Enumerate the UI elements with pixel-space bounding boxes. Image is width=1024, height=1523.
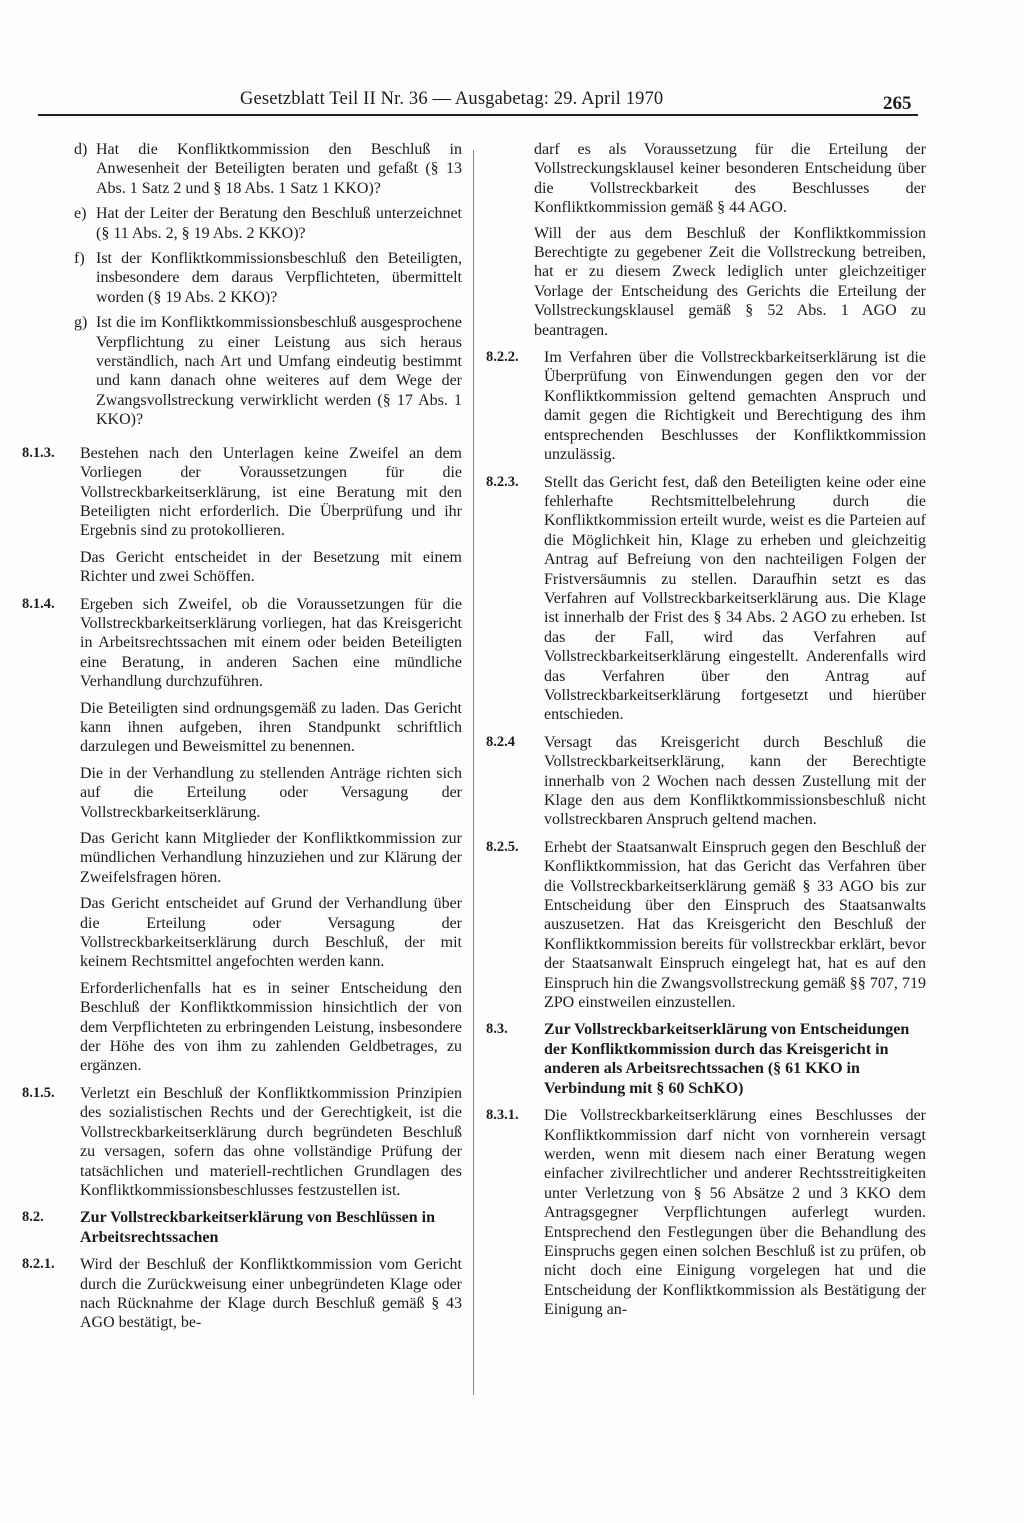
paragraph: Versagt das Kreisgericht durch Beschluß die Vollstreckbarkeitserklärung, kann der Berechtigte innerhalb von 2 Wochen nach dessen Zustellung mit der Klage den aus dem Konfliktkommissionsbeschluß nicht vollstreckbaren Anspruch geltend machen. — [544, 733, 926, 829]
paragraph: Das Gericht entscheidet auf Grund der Verhandlung über die Erteilung oder Versagung der Vollstreckbarkeitserklärung durch Beschluß, der mit keinem Rechtsmittel angefochten werden kann. — [80, 895, 462, 971]
paragraph: Stellt das Gericht fest, daß den Beteiligten keine oder eine fehlerhafte Rechtsmittelbelehrung durch die Konfliktkommission erteilt wurde, weist es die Parteien auf die Möglichkeit hin, Klage zu erheben und gleichzeitig Antrag auf Befreiung von den nachteiligen Folgen der Fristversäumnis zu stellen. Daraufhin setzt es das Verfahren auf Vollstreckbarkeitserklärung aus. Die Klage ist innerhalb der Frist des § 34 Abs. 2 AGO zu erheben. Ist das der Fall, wird das Verfahren auf Vollstreckbarkeitserklärung eingestellt. Anderenfalls wird das Verfahren über den Antrag auf Vollstreckbarkeitserklärung fortgesetzt und hierüber entschieden. — [544, 473, 926, 724]
question-label: f) — [74, 250, 85, 268]
section-8-3-1 — [486, 1106, 926, 1319]
question-text: Ist der Konfliktkommissionsbeschluß den Beteiligten, insbesondere dem daraus Verpflichteten, übermittelt worden (§ 19 Abs. 2 KKO)? — [96, 250, 462, 306]
question-item — [74, 249, 462, 307]
section-number: 8.2.5. — [486, 838, 519, 855]
section-heading: Zur Vollstreckbarkeitserklärung von Entscheidungen der Konfliktkommission durch das Kreisgericht in anderen als Arbeitsrechtssachen (§ 61 KKO in Verbindung mit § 60 SchKO) — [544, 1021, 910, 1097]
section-body — [544, 348, 926, 464]
question-label: d) — [74, 141, 88, 158]
paragraph: Die Vollstreckbarkeitserklärung eines Beschlusses der Konfliktkommission darf nicht von vornherein versagt werden, wenn mit diesem nach einer Beratung wegen einfacher zivilrechtlicher und anderer Rechtsstreitigkeiten unter Verletzung von § 56 Absätze 2 und 3 KKO dem Antragsgegner Verpflichtungen auferlegt wurden. Entsprechend den Festlegungen über die Behandlung des Einspruchs gegen einen solchen Beschluß ist zu prüfen, ob nicht doch eine Einigung vorgelegen hat und die Entscheidung der Konfliktkommission als Bestätigung der Einigung an- — [544, 1107, 926, 1319]
question-list — [74, 140, 462, 430]
section-8-2-3 — [486, 473, 926, 725]
section-body — [80, 1084, 462, 1200]
section-body — [544, 733, 926, 830]
running-header — [0, 85, 1024, 117]
question-label: e) — [74, 205, 87, 223]
section-number: 8.2.3. — [486, 473, 519, 490]
section-body — [544, 838, 926, 1013]
section-8-1-3 — [22, 444, 462, 587]
paragraph: Das Gericht entscheidet in der Besetzung mit einem Richter und zwei Schöffen. — [80, 548, 462, 586]
section-8-2-1 — [22, 1255, 462, 1333]
question-text: Ist die im Konfliktkommissionsbeschluß ausgesprochene Verpflichtung zu einer Leistung aus sich heraus verständlich, nach Art und Umfang eindeutig bestimmt und kann danach ohne weiteres auf dem Wege der Zwangsvollstreckung verwirklicht werden (§ 17 Abs. 1 KKO)? — [96, 314, 462, 429]
section-heading: Zur Vollstreckbarkeitserklärung von Beschlüssen in Arbeitsrechtssachen — [80, 1209, 436, 1246]
section-body — [80, 444, 462, 587]
paragraph: Im Verfahren über die Vollstreckbarkeitserklärung ist die Überprüfung von Einwendungen gegen den vor der Konfliktkommission geltend gemachten Anspruch und damit gegen die Richtigkeit und Berechtigung des ihm entsprechenden Beschlusses der Konfliktkommission unzulässig. — [544, 349, 926, 464]
left-column — [22, 140, 462, 1341]
question-item — [74, 313, 462, 429]
paragraph: Bestehen nach den Unterlagen keine Zweifel an dem Vorliegen der Voraussetzungen für die Vollstreckbarkeitserklärung, ist eine Beratung mit den Beteiligten nicht erforderlich. Die Überprüfung und ihr Ergebnis sind zu protokollieren. — [80, 444, 462, 540]
paragraph: Ergeben sich Zweifel, ob die Voraussetzungen für die Vollstreckbarkeitserklärung vorliegen, hat das Kreisgericht in Arbeitsrechtssachen mit einem oder beiden Beteiligten eine Beratung, in anderen Sachen eine mündliche Verhandlung durchzuführen. — [80, 595, 462, 691]
section-8-1-4 — [22, 595, 462, 1076]
column-divider — [473, 150, 474, 1395]
paragraph: Erforderlichenfalls hat es in seiner Entscheidung den Beschluß der Konfliktkommission hinsichtlich der von dem Verpflichteten zu erbringenden Leistung, insbesondere der Höhe des von ihm zu zahlenden Geldbetrages, zu ergänzen. — [80, 979, 462, 1075]
question-text: Hat der Leiter der Beratung den Beschluß unterzeichnet (§ 11 Abs. 2, § 19 Abs. 2 KKO)? — [96, 205, 462, 242]
question-item — [74, 204, 462, 243]
right-column — [486, 140, 926, 1328]
paragraph: Wird der Beschluß der Konfliktkommission vom Gericht durch die Zurückweisung einer unbegründeten Klage oder nach Rücknahme der Klage durch Beschluß gemäß § 43 AGO bestätigt, be- — [80, 1256, 462, 1332]
paragraph: Die in der Verhandlung zu stellenden Anträge richten sich auf die Erteilung oder Versagung der Vollstreckbarkeitserklärung. — [80, 764, 462, 821]
section-number: 8.2.4 — [486, 733, 515, 750]
section-number: 8.2.1. — [22, 1256, 55, 1273]
paragraph: Die Beteiligten sind ordnungsgemäß zu laden. Das Gericht kann ihnen aufgeben, ihren Standpunkt schriftlich darzulegen und Beweismittel zu benennen. — [80, 699, 462, 756]
section-number: 8.1.3. — [22, 444, 55, 461]
section-8-1-5 — [22, 1084, 462, 1200]
paragraph: Erhebt der Staatsanwalt Einspruch gegen den Beschluß der Konfliktkommission, hat das Gericht das Verfahren über die Vollstreckbarkeitserklärung gemäß § 33 AGO bis zur Entscheidung über den Einspruch des Staatsanwalts auszusetzen. Hat das Kreisgericht den Beschluß der Konfliktkommission bereits für vollstreckbar erklärt, bevor der Staatsanwalt Einspruch eingelegt hat, hat es auf den Einspruch hin die Zwangsvollstreckung gemäß §§ 707, 719 ZPO einstweilen einzustellen. — [544, 838, 926, 1012]
page-number: 265 — [883, 93, 912, 114]
section-body — [544, 473, 926, 725]
section-8-3-heading — [486, 1020, 926, 1098]
section-number: 8.2.2. — [486, 349, 519, 366]
section-8-2-2 — [486, 348, 926, 464]
question-item — [74, 140, 462, 198]
section-body — [544, 1106, 926, 1319]
paragraph: Verletzt ein Beschluß der Konfliktkommission Prinzipien des sozialistischen Rechts und der Gerechtigkeit, ist die Vollstreckbarkeitserklärung durch begründeten Beschluß zu versagen, sofern das ohne vollständige Prüfung der tatsächlichen und materiell-rechtlichen Grundlagen des Konfliktkommissionsbeschlusses festzustellen ist. — [80, 1084, 462, 1199]
running-title: Gesetzblatt Teil II Nr. 36 — Ausgabetag: 29. April 1970 — [240, 89, 664, 109]
section-8-2-4 — [486, 733, 926, 830]
section-8-2-5 — [486, 838, 926, 1013]
section-number: 8.3. — [486, 1021, 508, 1038]
section-number: 8.1.5. — [22, 1084, 55, 1101]
section-8-2-1-continued — [534, 140, 926, 340]
section-number: 8.3.1. — [486, 1107, 519, 1124]
section-number: 8.1.4. — [22, 595, 55, 612]
paragraph: Das Gericht kann Mitglieder der Konfliktkommission zur mündlichen Verhandlung hinzuziehen und zur Klärung der Zweifelsfragen hören. — [80, 830, 462, 886]
question-label: g) — [74, 314, 88, 332]
section-body — [80, 1255, 462, 1333]
paragraph: darf es als Voraussetzung für die Erteilung der Vollstreckungsklausel keiner besonderen Entscheidung über die Vollstreckbarkeit des Beschlusses der Konfliktkommission gemäß § 44 AGO. — [534, 141, 926, 217]
header-rule — [38, 114, 918, 116]
paragraph: Will der aus dem Beschluß der Konfliktkommission Berechtigte zu gegebener Zeit die Vollstreckung betreiben, hat er zu diesem Zweck lediglich unter gleichzeitiger Vorlage der Entscheidung des Gerichts die Erteilung der Vollstreckungsklausel gemäß § 52 Abs. 1 AGO zu beantragen. — [534, 224, 926, 339]
section-number: 8.2. — [22, 1209, 44, 1226]
section-8-2-heading — [22, 1208, 462, 1247]
question-text: Hat die Konfliktkommission den Beschluß in Anwesenheit der Beteiligten beraten und gefaßt (§ 13 Abs. 1 Satz 2 und § 18 Abs. 1 Satz 1 KKO)? — [96, 141, 462, 197]
section-body — [80, 595, 462, 1076]
